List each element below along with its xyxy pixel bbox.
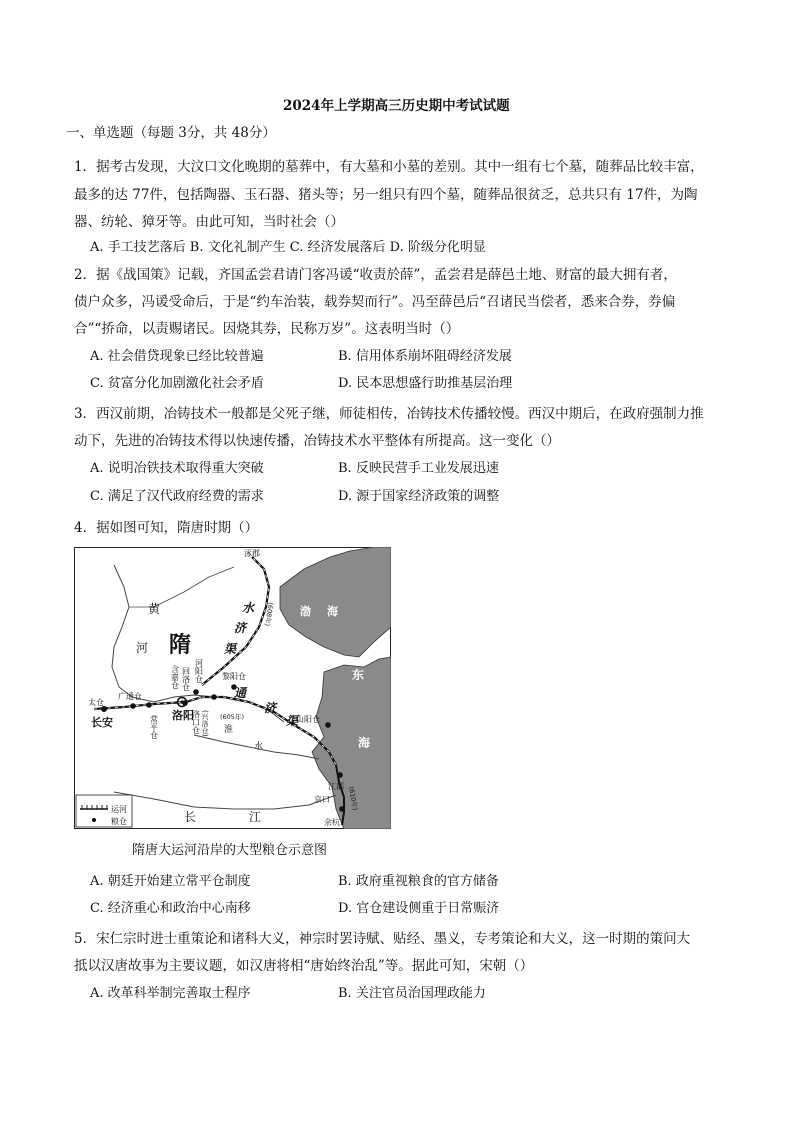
q1-line-3: 器、纺轮、獐牙等。由此可知，当时社会（） — [74, 214, 344, 230]
label-xingluo: (兴洛仓) — [201, 710, 209, 737]
label-sui: 隋 — [169, 633, 192, 658]
q1-line-1: 1．据考古发现，大汶口文化晚期的墓葬中，有大墓和小墓的差别。其中一组有七个墓，随葬品比较丰富， — [74, 159, 704, 175]
q2-line-1: 2．据《战国策》记载，齐国孟尝君请门客冯谖“收责於薛”，孟尝君是薛邑土地、财富的最大拥有者， — [74, 267, 677, 283]
label-he: 河 — [136, 641, 149, 655]
q2-line-2: 债户众多，冯谖受命后，于是“约车治装，载券契而行”。冯至薛邑后“召诸民当偿者，悉来合券，券偏 — [74, 294, 676, 310]
label-shanyang: 山阳仓 — [296, 715, 320, 724]
label-luoyang: 洛阳 — [172, 709, 194, 722]
q3-line-2: 动下，先进的冶铸技术得以快速传播，冶铸技术水平整体有所提高。这一变化（） — [74, 433, 560, 449]
q4-line-1: 4．据如图可知，隋唐时期（） — [74, 520, 259, 536]
label-yuhang: 余杭 — [324, 818, 340, 827]
label-ji: 济 — [234, 621, 247, 635]
label-donghai-2: 海 — [358, 736, 371, 750]
label-jiangdu: 江都 — [328, 782, 344, 791]
label-huang: 黄 — [148, 602, 161, 616]
label-taicang: 太仓 — [88, 698, 104, 707]
label-shui: 水 — [242, 601, 255, 615]
label-changping: 常平仓 — [149, 715, 159, 739]
legend-granary-label: 粮仓 — [111, 817, 127, 826]
label-bohai-1: 渤 — [300, 605, 311, 618]
q3-option-b: B. 反映民营手工业发展迅速 — [338, 461, 499, 476]
label-luokou: 洛口仓 — [191, 710, 201, 734]
q5-option-a: A. 改革科举制完善取士程序 — [90, 986, 251, 1001]
q5-option-b: B. 关注官员治国理政能力 — [338, 986, 486, 1001]
q5-line-2: 抵以汉唐故事为主要议题，如汉唐将相“唐始终治乱”等。据此可知，宋朝（） — [74, 958, 534, 974]
label-donghai-1: 东 — [352, 668, 365, 682]
label-shui2: 水 — [254, 742, 264, 752]
label-qu2: 渠 — [286, 714, 299, 728]
q2-option-a: A. 社会借贷现象已经比较普遍 — [90, 349, 264, 364]
label-changan: 长安 — [91, 716, 113, 729]
legend-canal-label: 运河 — [111, 805, 127, 814]
label-year-608: (608年) — [262, 601, 275, 627]
map-caption: 隋唐大运河沿岸的大型粮仓示意图 — [132, 843, 328, 858]
q5-line-1: 5．宋仁宗时进士重策论和诸科大义，神宗时罢诗赋、贴经、墨义，专考策论和大义，这一时期的策问大 — [74, 931, 691, 947]
section-heading: 一、单选题（每题 3分，共 48分） — [66, 125, 276, 141]
q2-option-c: C. 贫富分化加剧激化社会矛盾 — [90, 376, 264, 391]
label-zhuojun: 涿郡 — [244, 549, 260, 558]
q4-option-b: B. 政府重视粮食的官方储备 — [338, 874, 499, 889]
page-title: 2024年上学期高三历史期中考试试题 — [283, 98, 510, 114]
q3-option-a: A. 说明冶铁技术取得重大突破 — [90, 461, 264, 476]
label-heyang: 河阳仓 — [194, 659, 204, 683]
label-huiluo: 回洛仓 — [181, 667, 191, 691]
q1-options: A. 手工技艺落后 B. 文化礼制产生 C. 经济发展落后 D. 阶级分化明显 — [90, 240, 486, 255]
q3-option-d: D. 源于国家经济政策的调整 — [338, 489, 500, 504]
label-jingkou: 京口 — [314, 795, 330, 804]
q2-line-3: 合”“挢命，以责赐诸民。因烧其券，民称万岁”。这表明当时（） — [74, 321, 460, 337]
q3-line-1: 3．西汉前期，冶铸技术一般都是父死子继，师徒相传，冶铸技术传播较慢。西汉中期后，在政府强制力推 — [74, 406, 704, 422]
q4-option-a: A. 朝廷开始建立常平仓制度 — [90, 874, 251, 889]
label-year-605: (605年) — [220, 713, 244, 721]
label-qu: 渠 — [224, 642, 237, 656]
grand-canal-map — [74, 547, 391, 829]
label-liyang: 黎阳仓 — [222, 672, 246, 681]
map-legend — [76, 795, 132, 827]
q4-option-c: C. 经济重心和政治中心南移 — [90, 901, 251, 916]
label-bohai-2: 海 — [327, 605, 338, 618]
label-hanjia: 含嘉仓 — [170, 665, 180, 689]
label-huai: 淮 — [224, 725, 234, 735]
label-guangtong: 广通仓 — [118, 692, 142, 701]
q3-option-c: C. 满足了汉代政府经费的需求 — [90, 489, 264, 504]
q2-option-b: B. 信用体系崩坏阻碍经济发展 — [338, 349, 512, 364]
q4-option-d: D. 官仓建设侧重于日常赈济 — [338, 901, 500, 916]
label-year-610: (610年) — [347, 785, 360, 811]
q1-line-2: 最多的达 77件，包括陶器、玉石器、猪头等；另一组只有四个墓，随葬品很贫乏，总共只有 17件，为陶 — [74, 187, 698, 203]
label-ji2: 济 — [264, 701, 277, 715]
label-chang: 长 — [184, 810, 197, 824]
label-jiang: 江 — [249, 810, 262, 824]
q2-option-d: D. 民本思想盛行助推基层治理 — [338, 376, 513, 391]
label-tong: 通 — [234, 686, 247, 700]
